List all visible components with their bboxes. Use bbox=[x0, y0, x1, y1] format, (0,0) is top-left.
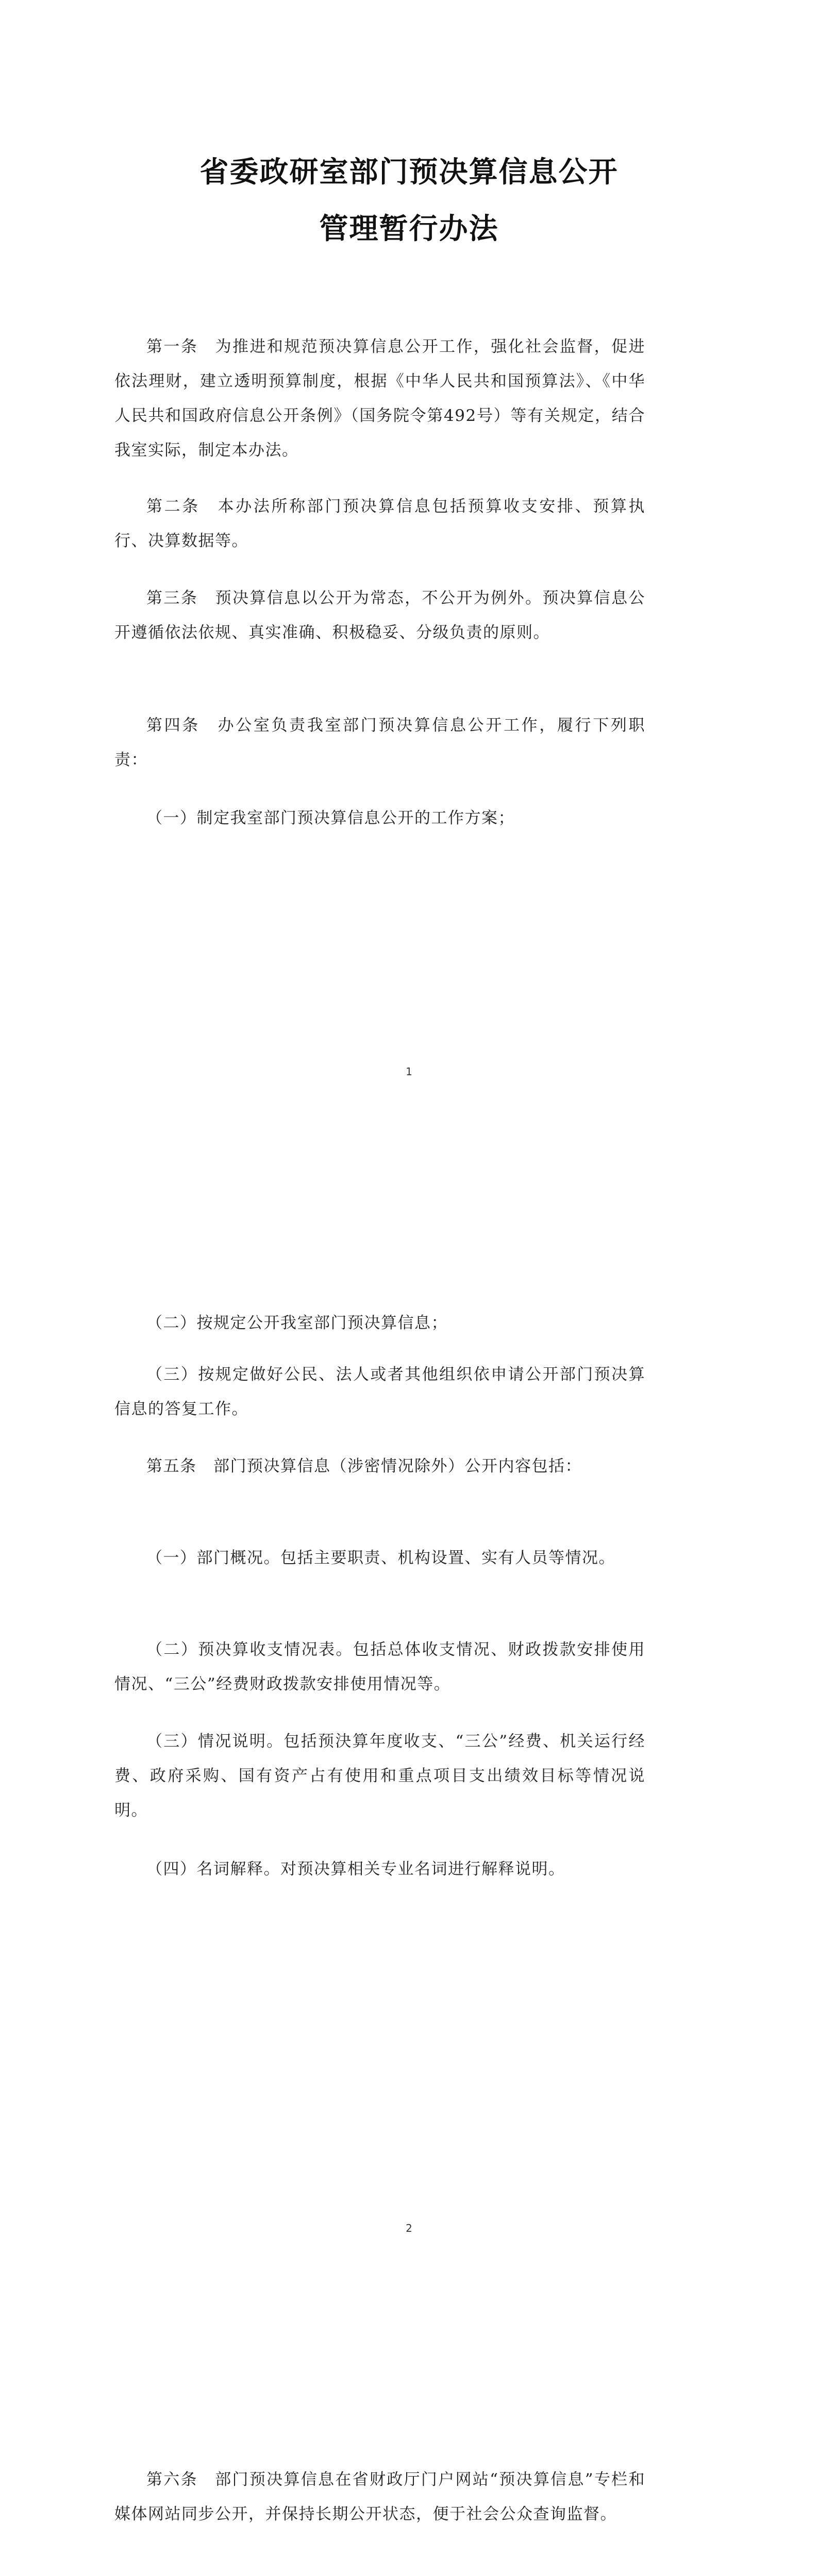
document-title-line-1: 省委政研室部门预决算信息公开 bbox=[199, 155, 619, 189]
document-title-line-2: 管理暂行办法 bbox=[319, 212, 499, 246]
article-4-item-3-paragraph: （三）按规定做好公民、法人或者其他组织依申请公开部门预决算信息的答复工作。 bbox=[114, 1365, 645, 1418]
article-1-paragraph: 第一条 为推进和规范预决算信息公开工作，强化社会监督，促进依法理财，建立透明预算制度，根据《中华人民共和国预算法》、《中华人民共和国政府信息公开条例》（国务院令第492号）等有关规定，结合我室实际，制定本办法。 bbox=[114, 337, 645, 460]
page-number: 1 bbox=[406, 1065, 412, 1078]
article-6-paragraph: 第六条 部门预决算信息在省财政厅门户网站“预决算信息”专栏和媒体网站同步公开，并保持长期公开状态，便于社会公众查询监督。 bbox=[114, 2470, 645, 2523]
article-5-item-1-paragraph: （一）部门概况。包括主要职责、机构设置、实有人员等情况。 bbox=[146, 1549, 615, 1567]
page-number: 2 bbox=[406, 2222, 412, 2234]
article-4-paragraph: 第四条 办公室负责我室部门预决算信息公开工作，履行下列职责： bbox=[114, 716, 645, 769]
article-5-item-4-paragraph: （四）名词解释。对预决算相关专业名词进行解释说明。 bbox=[146, 1860, 565, 1878]
article-3-paragraph: 第三条 预决算信息以公开为常态，不公开为例外。预决算信息公开遵循依法依规、真实准确、积极稳妥、分级负责的原则。 bbox=[114, 589, 645, 642]
article-5-paragraph: 第五条 部门预决算信息（涉密情况除外）公开内容包括： bbox=[146, 1457, 582, 1476]
article-5-item-2-paragraph: （二）预决算收支情况表。包括总体收支情况、财政拨款安排使用情况、“三公”经费财政拨款安排使用情况等。 bbox=[114, 1640, 645, 1693]
document-page-2 bbox=[0, 1157, 818, 2313]
article-2-paragraph: 第二条 本办法所称部门预决算信息包括预算收支安排、预算执行、决算数据等。 bbox=[114, 497, 645, 550]
article-4-item-2-paragraph: （二）按规定公开我室部门预决算信息； bbox=[146, 1314, 448, 1332]
article-4-item-1-paragraph: （一）制定我室部门预决算信息公开的工作方案； bbox=[146, 809, 515, 827]
article-5-item-3-paragraph: （三）情况说明。包括预決算年度收支、“三公”经费、机关运行经费、政府采购、国有资产占有使用和重点项目支出绩效目标等情况说明。 bbox=[114, 1732, 645, 1820]
document-page-3 bbox=[0, 2313, 818, 2576]
document-page-1 bbox=[0, 0, 818, 1157]
